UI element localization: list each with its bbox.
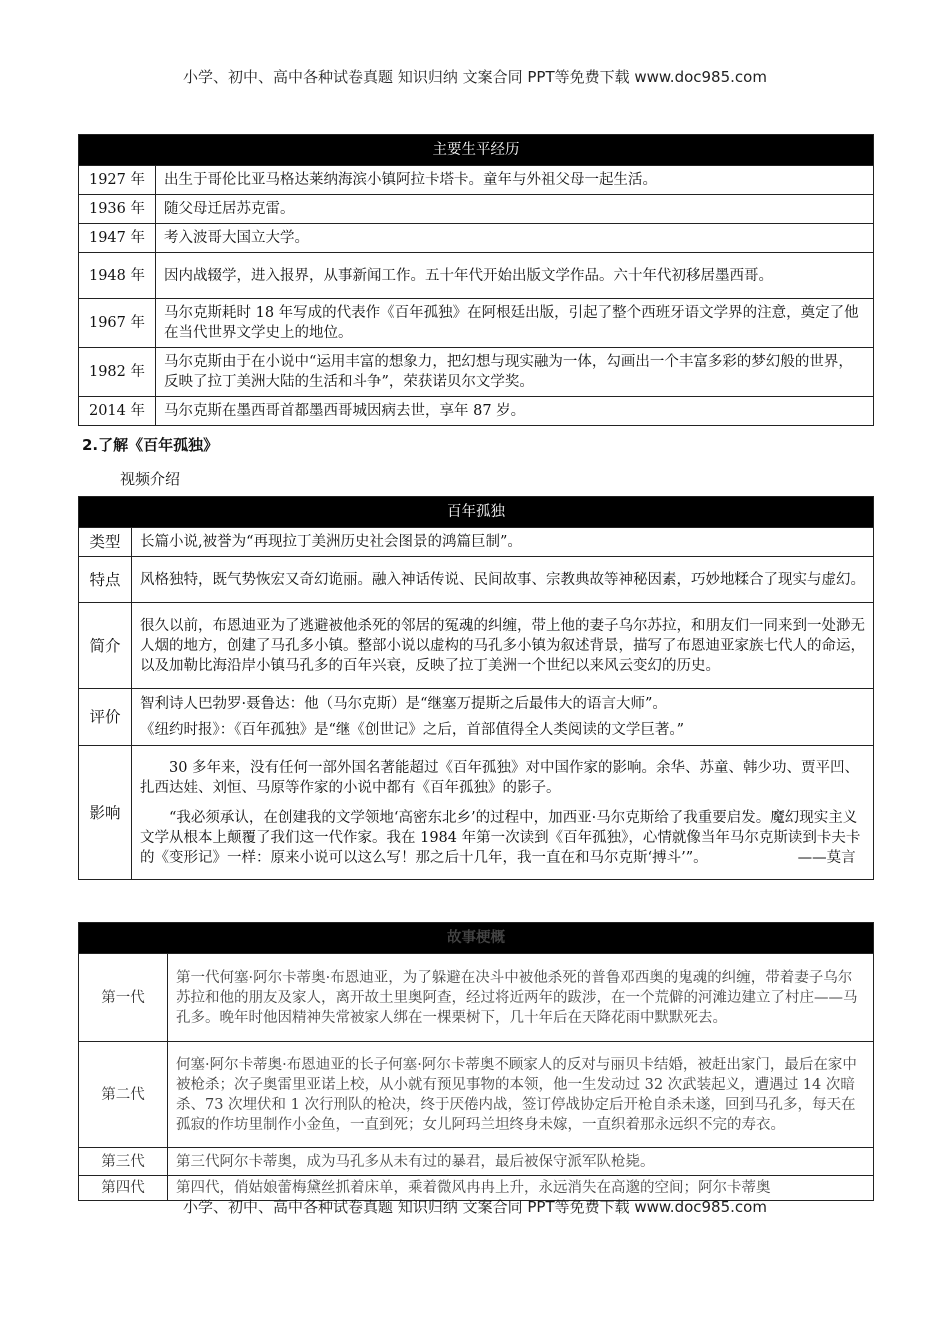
timeline-event: 随父母迁居苏克雷。 — [156, 195, 874, 224]
story-row-label: 第二代 — [79, 1042, 168, 1148]
timeline-event: 马尔克斯由于在小说中“运用丰富的想象力，把幻想与现实融为一体，勾画出一个丰富多彩的梦幻般的世界，反映了拉丁美洲大陆的生活和斗争”，荣获诺贝尔文学奖。 — [156, 348, 874, 397]
book-review-1: 智利诗人巴勃罗·聂鲁达：他（马尔克斯）是“继塞万提斯之后最伟大的语言大师”。 — [140, 696, 667, 712]
book-type-label: 类型 — [79, 528, 132, 557]
book-influence-cell — [132, 746, 874, 880]
book-influence-1: 30 多年来，没有任何一部外国名著能超过《百年孤独》对中国作家的影响。余华、苏童、韩少功、贾平凹、扎西达娃、刘恒、马原等作家的小说中都有《百年孤独》的影子。 — [140, 759, 860, 796]
book-feature-text: 风格独特，既气势恢宏又奇幻诡丽。融入神话传说、民间故事、宗教典故等神秘因素，巧妙地糅合了现实与虚幻。 — [132, 557, 874, 603]
story-row-text: 第一代何塞·阿尔卡蒂奥·布恩迪亚，为了躲避在决斗中被他杀死的普鲁邓西奥的鬼魂的纠缠，带着妻子乌尔苏拉和他的朋友及家人，离开故土里奥阿查，经过将近两年的跋涉，在一个荒僻的河滩边建立了村庄——马孔多。晚年时他因精神失常被家人绑在一棵栗树下，几十年后在天降花雨中默默死去。 — [168, 954, 874, 1042]
book-info-table — [78, 496, 874, 880]
book-influence-label: 影响 — [79, 746, 132, 880]
story-row-label: 第四代 — [79, 1176, 168, 1201]
timeline-event: 出生于哥伦比亚马格达莱纳海滨小镇阿拉卡塔卡。童年与外祖父母一起生活。 — [156, 166, 874, 195]
book-review-label: 评价 — [79, 689, 132, 746]
story-title: 故事梗概 — [79, 923, 874, 954]
timeline-year: 1982 年 — [79, 348, 156, 397]
timeline-title: 主要生平经历 — [79, 135, 874, 166]
book-feature-label: 特点 — [79, 557, 132, 603]
timeline-event: 马尔克斯在墨西哥首都墨西哥城因病去世，享年 87 岁。 — [156, 397, 874, 426]
book-influence-sign: ——莫言 — [797, 849, 856, 866]
story-row-label: 第三代 — [79, 1148, 168, 1176]
page-header: 小学、初中、高中各种试卷真题 知识归纳 文案合同 PPT等免费下载 www.doc985.com — [183, 68, 767, 86]
section-subheading: 视频介绍 — [120, 470, 181, 488]
timeline-table — [78, 134, 874, 426]
book-influence-2: “我必须承认，在创建我的文学领地‘高密东北乡’的过程中，加西亚·马尔克斯给了我重要启发。魔幻现实主义文学从根本上颠覆了我们这一代作家。我在 1984 年第一次读到《百年孤独》，心情就像当年马尔克斯读到卡夫卡的《变形记》一样：原来小说可以这么写！那之后十几年，我一直在和马尔克斯‘搏斗’”。 — [140, 809, 861, 866]
timeline-event: 马尔克斯耗时 18 年写成的代表作《百年孤独》在阿根廷出版，引起了整个西班牙语文学界的注意，奠定了他在当代世界文学史上的地位。 — [156, 299, 874, 348]
timeline-year: 1936 年 — [79, 195, 156, 224]
story-row-text: 第三代阿尔卡蒂奥，成为马孔多从未有过的暴君，最后被保守派军队枪毙。 — [168, 1148, 874, 1176]
book-review-cell — [132, 689, 874, 746]
book-review-2: 《纽约时报》：《百年孤独》是“继《创世记》之后，首部值得全人类阅读的文学巨著。” — [140, 722, 685, 738]
timeline-event: 因内战辍学，进入报界，从事新闻工作。五十年代开始出版文学作品。六十年代初移居墨西哥。 — [156, 253, 874, 299]
timeline-event: 考入波哥大国立大学。 — [156, 224, 874, 253]
section-heading: 2.了解《百年孤独》 — [82, 436, 219, 454]
story-row-label: 第一代 — [79, 954, 168, 1042]
book-title: 百年孤独 — [79, 497, 874, 528]
timeline-year: 1947 年 — [79, 224, 156, 253]
timeline-year: 1927 年 — [79, 166, 156, 195]
timeline-year: 2014 年 — [79, 397, 156, 426]
book-intro-text: 很久以前，布恩迪亚为了逃避被他杀死的邻居的冤魂的纠缠，带上他的妻子乌尔苏拉，和朋友们一同来到一处渺无人烟的地方，创建了马孔多小镇。整部小说以虚构的马孔多小镇为叙述背景，描写了布恩迪亚家族七代人的命运，以及加勒比海沿岸小镇马孔多的百年兴衰，反映了拉丁美洲一个世纪以来风云变幻的历史。 — [132, 603, 874, 689]
book-type-text: 长篇小说,被誉为“再现拉丁美洲历史社会图景的鸿篇巨制”。 — [132, 528, 874, 557]
story-table — [78, 922, 874, 1201]
story-row-text: 第四代，俏姑娘蕾梅黛丝抓着床单，乘着微风冉冉上升，永远消失在高邈的空间；阿尔卡蒂奥 — [168, 1176, 874, 1201]
book-intro-label: 简介 — [79, 603, 132, 689]
timeline-year: 1948 年 — [79, 253, 156, 299]
story-row-text: 何塞·阿尔卡蒂奥·布恩迪亚的长子何塞·阿尔卡蒂奥不顾家人的反对与丽贝卡结婚，被赶出家门，最后在家中被枪杀；次子奥雷里亚诺上校，从小就有预见事物的本领，他一生发动过 32 次武装起义，遭遇过 14 次暗杀、73 次埋伏和 1 次行刑队的枪决，终于厌倦内战，签订停战协定后开枪自杀未遂，回到马孔多，每天在孤寂的作坊里制作小金鱼，一直到死；女儿阿玛兰坦终身未嫁，一直织着那永远织不完的寿衣。 — [168, 1042, 874, 1148]
timeline-year: 1967 年 — [79, 299, 156, 348]
page-footer: 小学、初中、高中各种试卷真题 知识归纳 文案合同 PPT等免费下载 www.doc985.com — [183, 1198, 767, 1216]
